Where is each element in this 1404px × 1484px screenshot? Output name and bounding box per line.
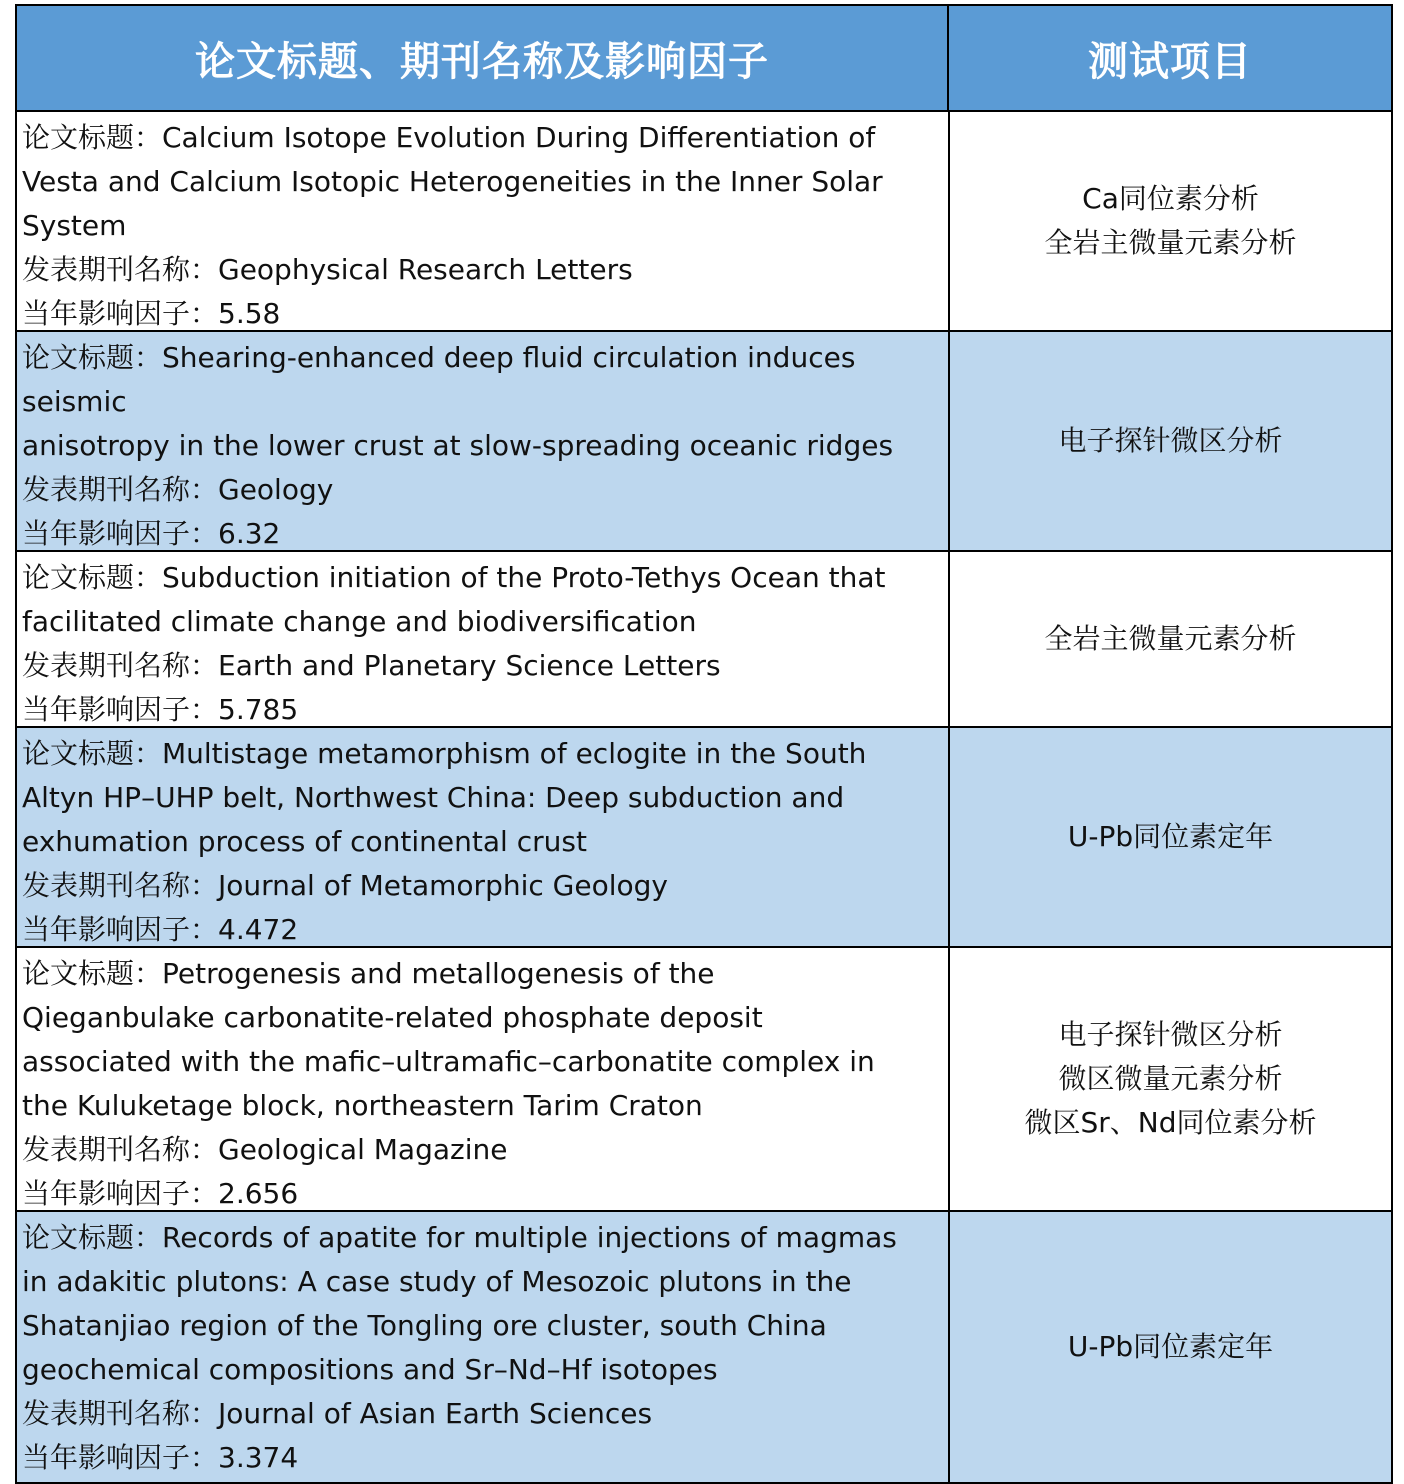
publications-table [15, 4, 1393, 1484]
paper-info-cell [17, 1212, 950, 1482]
table-row [17, 332, 1391, 552]
paper-title-line: seismic [22, 385, 127, 418]
test-items-cell [950, 948, 1391, 1210]
test-item: U-Pb同位素定年 [1067, 820, 1274, 853]
impact-factor: 当年影响因子：5.785 [22, 693, 299, 726]
header-test-items: 测试项目 [1088, 38, 1252, 85]
test-item: 电子探针微区分析 [1058, 1018, 1283, 1051]
test-items-cell [950, 112, 1391, 330]
impact-factor: 当年影响因子：2.656 [22, 1177, 299, 1210]
test-item: 电子探针微区分析 [1058, 424, 1283, 457]
test-item: 微区微量元素分析 [1058, 1062, 1283, 1095]
paper-title-line: Shatanjiao region of the Tongling ore cluster, south China [22, 1309, 827, 1342]
paper-info-cell [17, 112, 950, 330]
header-paper-info: 论文标题、期刊名称及影响因子 [17, 6, 949, 110]
journal-name: 发表期刊名称：Journal of Asian Earth Sciences [22, 1397, 653, 1430]
table-row [17, 112, 1391, 332]
impact-factor: 当年影响因子：3.374 [22, 1441, 299, 1474]
paper-title-line: 论文标题：Subduction initiation of the Proto-Tethys Ocean that [22, 561, 886, 594]
test-item: 全岩主微量元素分析 [1044, 226, 1297, 259]
table-row [17, 552, 1391, 728]
paper-title-line: 论文标题：Records of apatite for multiple injections of magmas [22, 1221, 897, 1254]
journal-name: 发表期刊名称：Geophysical Research Letters [22, 253, 633, 286]
paper-title-line: Altyn HP–UHP belt, Northwest China: Deep subduction and [22, 781, 845, 814]
test-items-cell [950, 728, 1391, 946]
test-items-cell [950, 1212, 1391, 1482]
paper-title-line: the Kuluketage block, northeastern Tarim Craton [22, 1089, 703, 1122]
test-items-cell [950, 552, 1391, 726]
paper-title-line: 论文标题：Petrogenesis and metallogenesis of the [22, 957, 715, 990]
paper-info-cell [17, 332, 950, 550]
paper-title-line: exhumation process of continental crust [22, 825, 587, 858]
table-row [17, 1212, 1391, 1484]
journal-name: 发表期刊名称：Geological Magazine [22, 1133, 508, 1166]
impact-factor: 当年影响因子：5.58 [22, 297, 281, 330]
impact-factor: 当年影响因子：6.32 [22, 517, 281, 550]
paper-info-cell [17, 552, 950, 726]
paper-title-line: anisotropy in the lower crust at slow-spreading oceanic ridges [22, 429, 894, 462]
paper-title-line: geochemical compositions and Sr–Nd–Hf isotopes [22, 1353, 718, 1386]
paper-title-line: Qieganbulake carbonatite-related phosphate deposit [22, 1001, 763, 1034]
paper-title-line: associated with the mafic–ultramafic–carbonatite complex in [22, 1045, 875, 1078]
journal-name: 发表期刊名称：Earth and Planetary Science Letters [22, 649, 721, 682]
test-item: 微区Sr、Nd同位素分析 [1024, 1106, 1317, 1139]
table-row [17, 728, 1391, 948]
paper-info-cell [17, 728, 950, 946]
paper-title-line: System [22, 209, 127, 242]
paper-title-line: in adakitic plutons: A case study of Mesozoic plutons in the [22, 1265, 852, 1298]
test-items-cell [950, 332, 1391, 550]
paper-title-line: 论文标题：Multistage metamorphism of eclogite in the South [22, 737, 867, 770]
paper-title-line: Vesta and Calcium Isotopic Heterogeneities in the Inner Solar [22, 165, 883, 198]
journal-name: 发表期刊名称：Geology [22, 473, 334, 506]
journal-name: 发表期刊名称：Journal of Metamorphic Geology [22, 869, 668, 902]
paper-info-cell [17, 948, 950, 1210]
table-row [17, 948, 1391, 1212]
paper-title-line: facilitated climate change and biodiversification [22, 605, 697, 638]
impact-factor: 当年影响因子：4.472 [22, 913, 299, 946]
paper-title-line: 论文标题：Shearing-enhanced deep fluid circulation induces [22, 341, 856, 374]
test-item: 全岩主微量元素分析 [1044, 622, 1297, 655]
paper-title-line: 论文标题：Calcium Isotope Evolution During Differentiation of [22, 121, 876, 154]
test-item: U-Pb同位素定年 [1067, 1330, 1274, 1363]
table-header [17, 6, 1391, 112]
test-item: Ca同位素分析 [1082, 182, 1259, 215]
